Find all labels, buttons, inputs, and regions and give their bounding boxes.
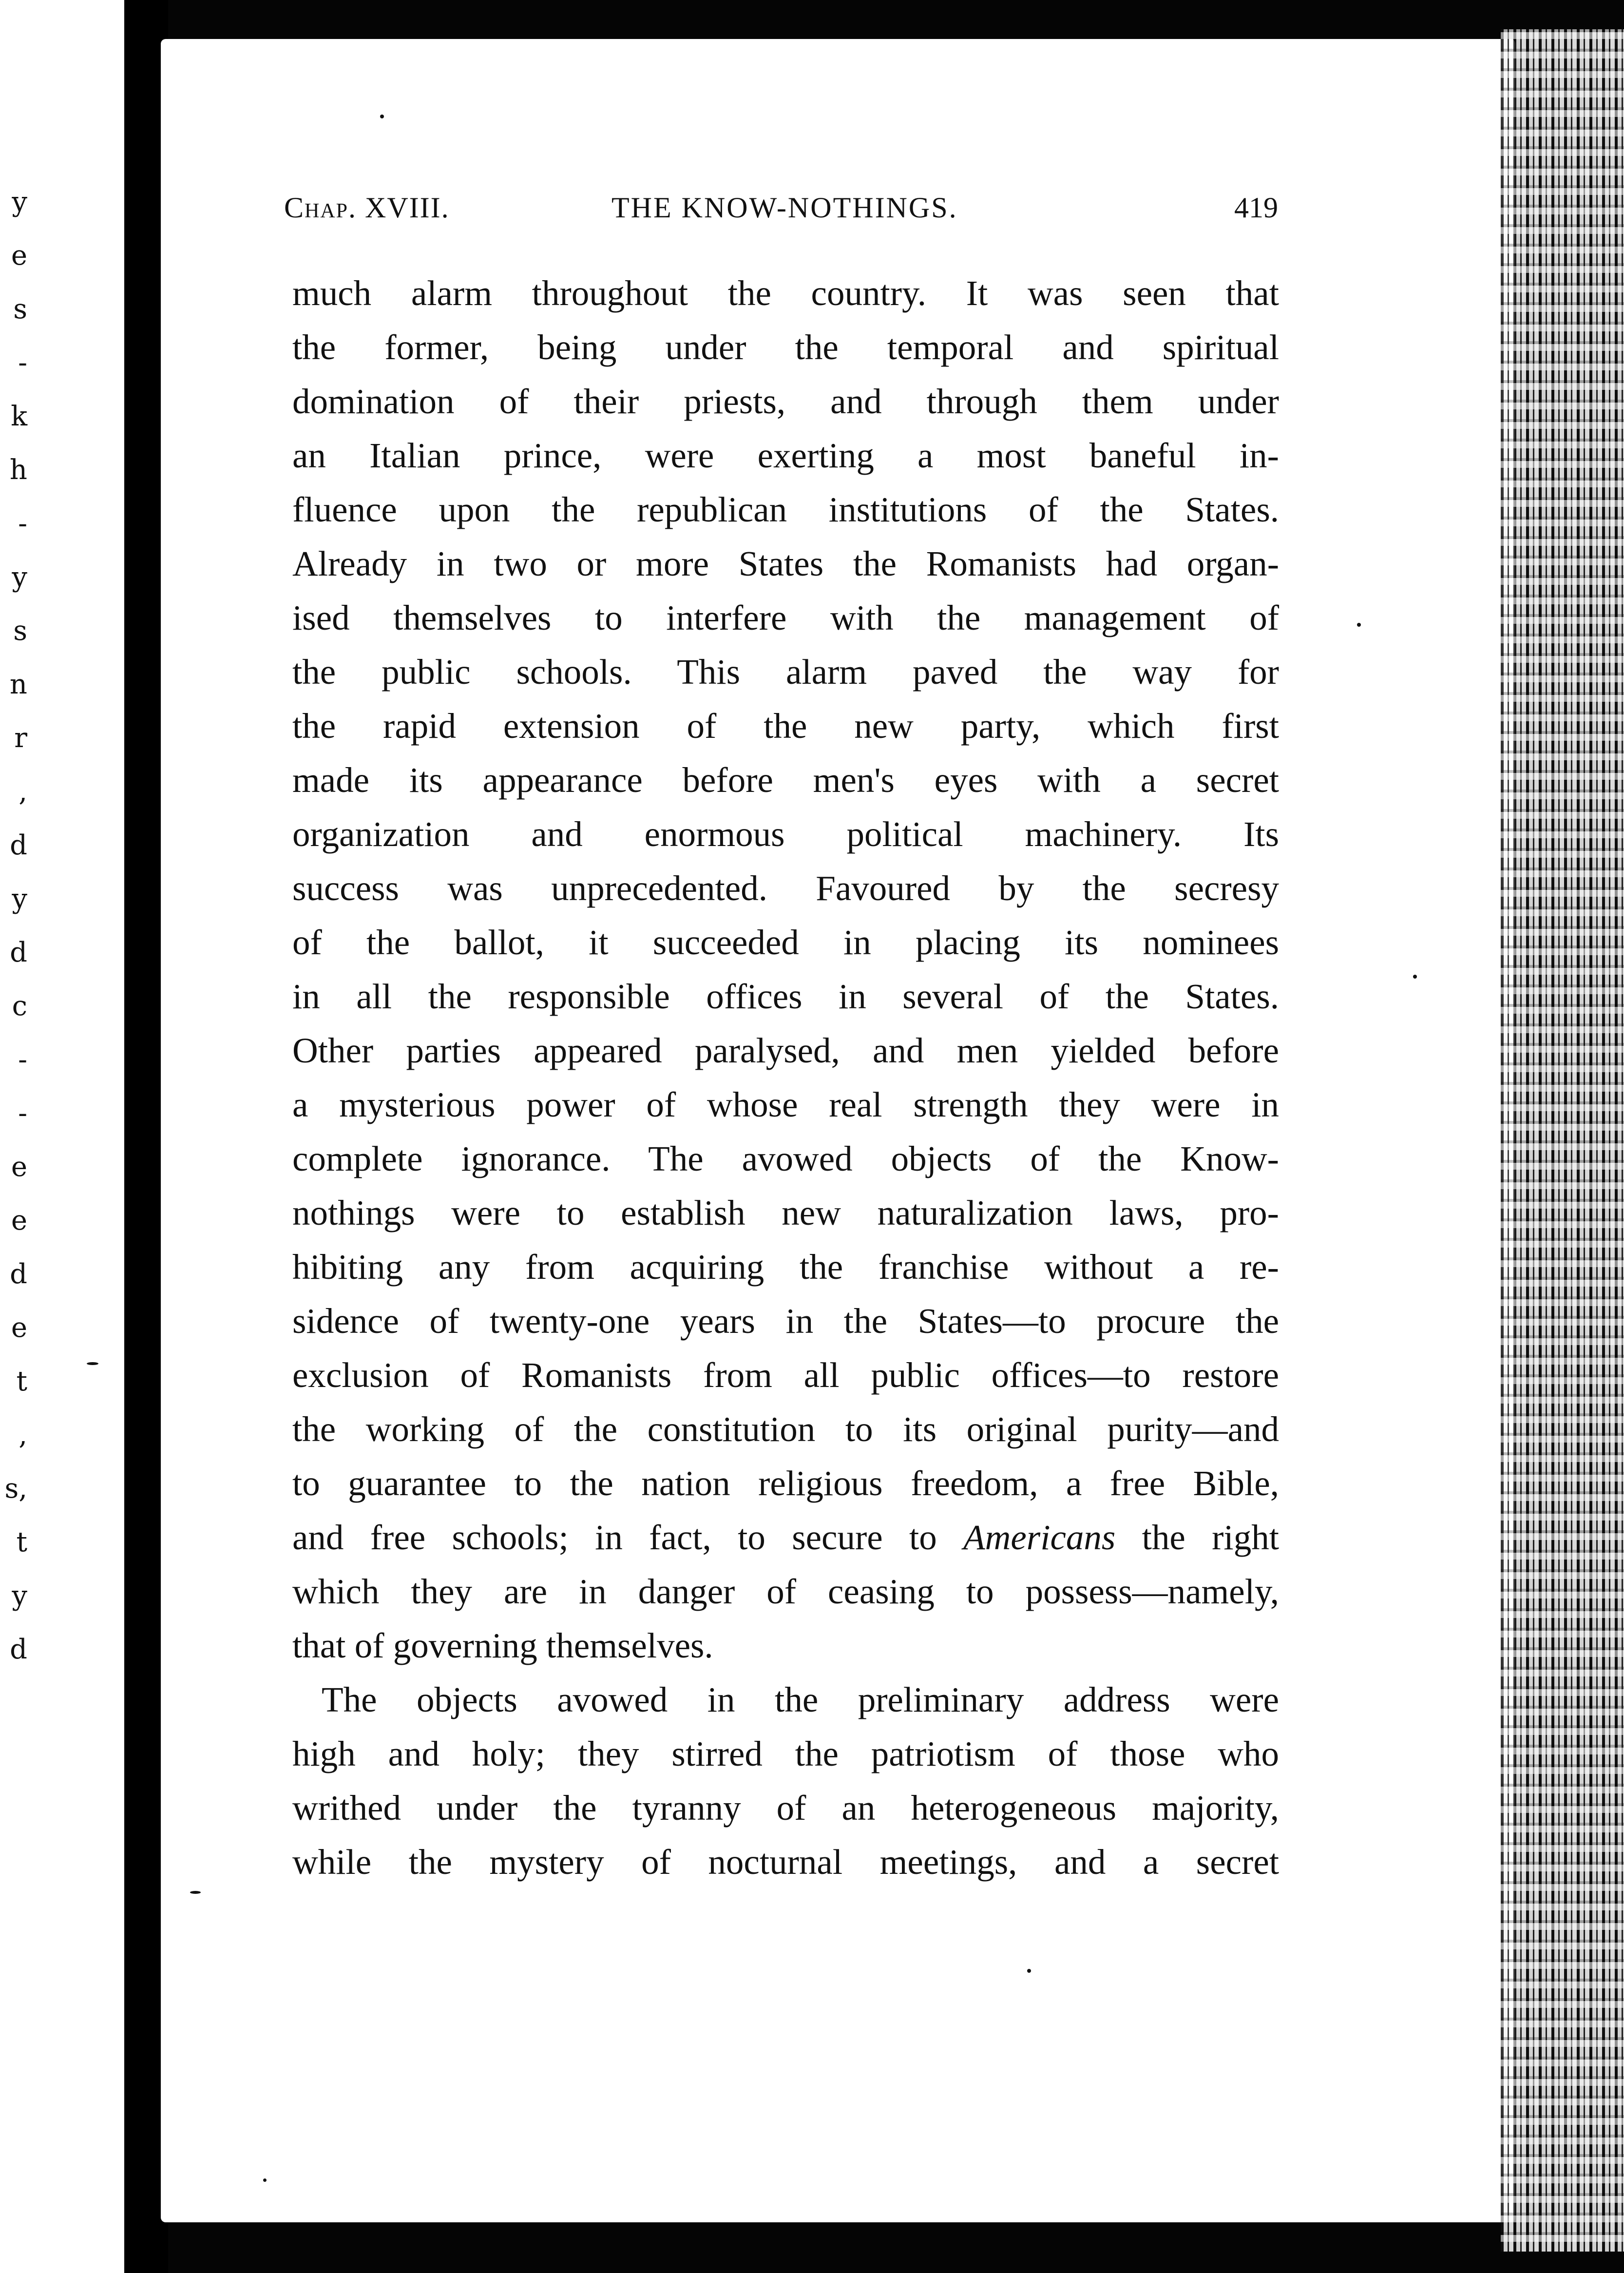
text-line: the public schools. This alarm paved the way for: [292, 652, 1279, 692]
left-fragment: y: [12, 186, 27, 218]
text-line: of the ballot, it succeeded in placing its nominees: [292, 923, 1279, 962]
text-line: that of governing themselves.: [292, 1626, 713, 1665]
left-fragment: d: [10, 829, 27, 861]
text-line: writhed under the tyranny of an heterogeneous majority,: [292, 1788, 1279, 1828]
scan-speck: [87, 1362, 98, 1365]
scan-speck: [190, 1891, 201, 1894]
body-text: [292, 266, 1279, 1889]
running-title: THE KNOW-NOTHINGS.: [611, 192, 958, 224]
left-fragment: d: [10, 1634, 27, 1665]
text-line: success was unprecedented. Favoured by the secresy: [292, 868, 1279, 908]
left-fragment: t: [16, 1366, 27, 1397]
paragraph-2: [292, 1673, 1279, 1889]
text-line: while the mystery of nocturnal meetings, and a secret: [292, 1842, 1279, 1882]
text-line: The objects avowed in the preliminary address were: [322, 1680, 1279, 1719]
scan-speck: [380, 115, 384, 118]
left-fragment: r: [14, 722, 27, 754]
left-fragment: y: [12, 1580, 27, 1612]
text-line: hibiting any from acquiring the franchise without a re-: [292, 1247, 1279, 1287]
running-head: [284, 191, 1278, 235]
text-line: domination of their priests, and through them under: [292, 382, 1279, 421]
text-line: the former, being under the temporal and spiritual: [292, 327, 1279, 367]
left-fragment: ,: [19, 776, 27, 808]
text-line: fluence upon the republican institutions of the States.: [292, 490, 1279, 529]
scan-speck: [1027, 1969, 1031, 1973]
text-line: the rapid extension of the new party, which first: [292, 706, 1279, 746]
page-edge-texture: [1501, 29, 1624, 2252]
left-fragment: h: [9, 454, 27, 486]
left-fragment: e: [11, 1312, 27, 1344]
left-fragment: -: [18, 1044, 27, 1076]
left-fragment: n: [9, 669, 27, 700]
text-line: the working of the constitution to its original purity—and: [292, 1409, 1279, 1449]
text-line: to guarantee to the nation religious freedom, a free Bible,: [292, 1464, 1279, 1503]
text-line: which they are in danger of ceasing to possess—namely,: [292, 1572, 1279, 1611]
text-line: high and holy; they stirred the patriotism of those who: [292, 1734, 1279, 1773]
left-fragment: e: [11, 1205, 27, 1236]
text-run: and free schools; in fact, to secure to: [292, 1518, 964, 1557]
text-line: Other parties appeared paralysed, and men yielded before: [292, 1031, 1279, 1070]
left-fragment: y: [12, 561, 27, 593]
left-fragment: t: [16, 1526, 27, 1558]
text-line-with-italic: [292, 1510, 1279, 1564]
left-page-line-endings: [0, 175, 29, 2008]
page-number: 419: [1234, 192, 1278, 224]
left-fragment: c: [12, 990, 27, 1022]
text-line: ised themselves to interfere with the management of: [292, 598, 1279, 637]
left-fragment: -: [18, 1098, 27, 1129]
text-line: complete ignorance. The avowed objects of the Know-: [292, 1139, 1279, 1178]
left-fragment: s,: [4, 1473, 27, 1504]
scan-speck: [263, 2178, 267, 2182]
left-fragment: s: [13, 615, 27, 647]
italic-word: Americans: [963, 1518, 1116, 1557]
left-facing-page-fragment: [0, 0, 141, 2273]
scan-speck: [1357, 623, 1361, 627]
paragraph-1: [292, 266, 1279, 1673]
text-line: nothings were to establish new naturalization laws, pro-: [292, 1193, 1279, 1233]
text-line: an Italian prince, were exerting a most baneful in-: [292, 436, 1279, 475]
scan-speck: [1413, 975, 1417, 979]
text-line: exclusion of Romanists from all public offices—to restore: [292, 1355, 1279, 1395]
text-line: in all the responsible offices in several of the States.: [292, 977, 1279, 1016]
left-fragment: e: [11, 1151, 27, 1183]
text-line: a mysterious power of whose real strength they were in: [292, 1085, 1279, 1124]
text-line: much alarm throughout the country. It was seen that: [292, 273, 1279, 313]
left-fragment: e: [11, 240, 27, 271]
left-fragment: d: [10, 937, 27, 968]
left-fragment: s: [13, 293, 27, 325]
left-fragment: y: [12, 883, 27, 915]
left-fragment: ,: [19, 1419, 27, 1451]
left-fragment: -: [18, 508, 27, 539]
text-line: sidence of twenty-one years in the States—to procure the: [292, 1301, 1279, 1341]
left-fragment: k: [11, 401, 27, 432]
text-line: organization and enormous political machinery. Its: [292, 814, 1279, 854]
left-fragment: -: [18, 347, 27, 379]
text-line: Already in two or more States the Romanists had organ-: [292, 544, 1279, 583]
text-run: the right: [1115, 1518, 1279, 1557]
text-line: made its appearance before men's eyes with a secret: [292, 760, 1279, 800]
chapter-label: Chap. XVIII.: [284, 192, 450, 224]
left-fragment: d: [10, 1258, 27, 1290]
